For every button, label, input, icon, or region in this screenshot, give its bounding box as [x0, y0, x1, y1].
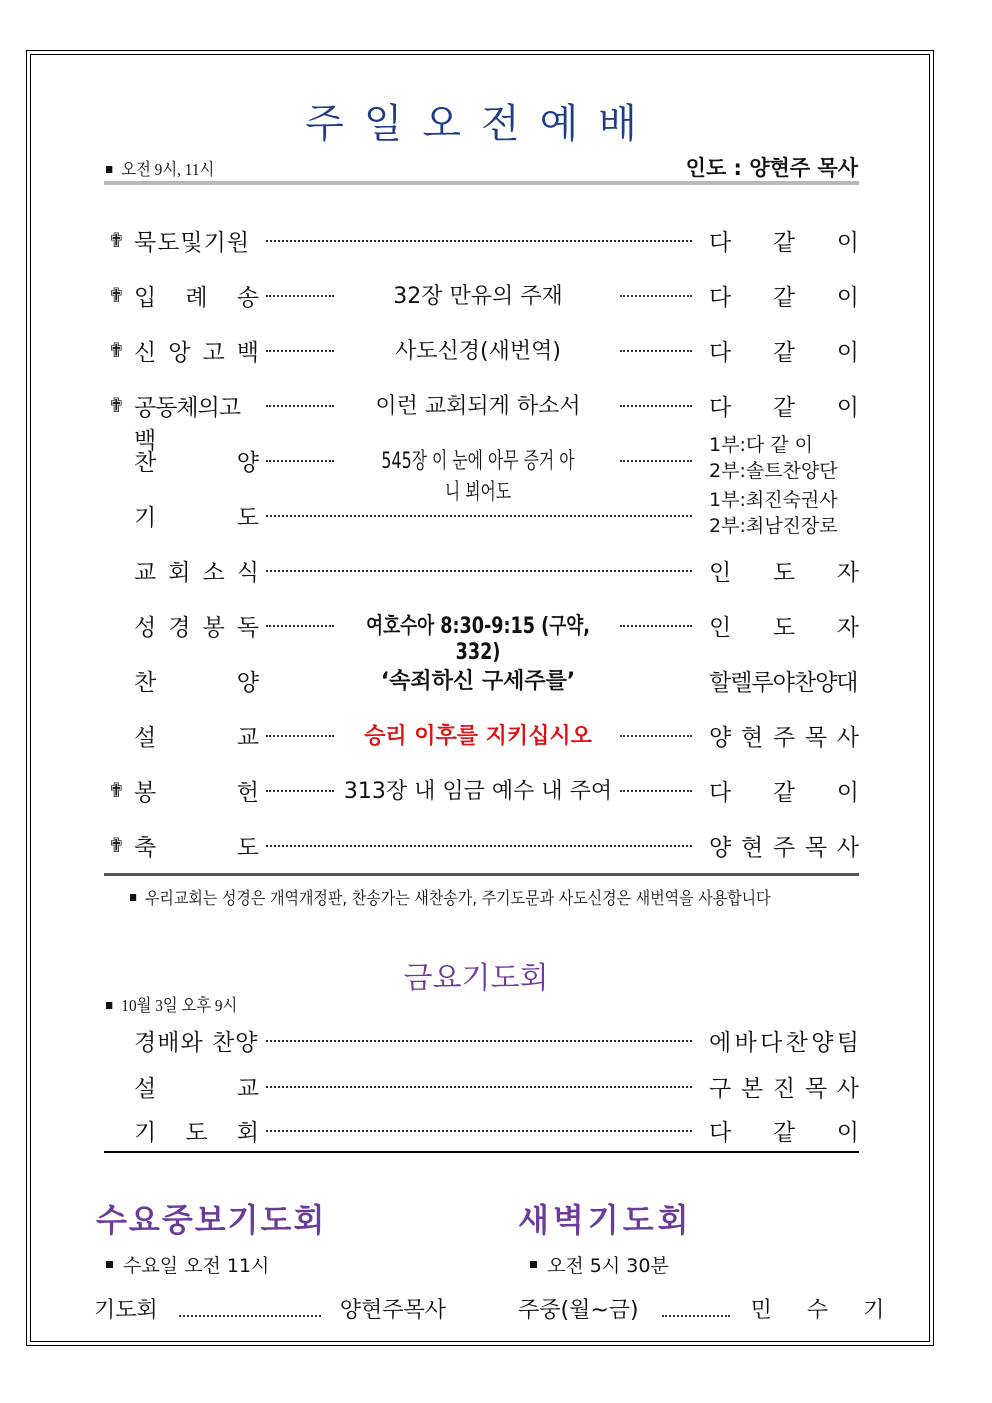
order-label: 기 도 [134, 505, 259, 531]
bullet-icon [530, 1261, 537, 1268]
bullet-icon [130, 894, 136, 901]
wednesday-prayer-title: 수요중보기도회 [96, 1201, 327, 1239]
order-label: 기 도 회 [134, 1120, 259, 1146]
cross-icon: ✟ [108, 778, 125, 802]
bullet-icon [106, 1002, 112, 1009]
order-item [106, 277, 861, 317]
leader-dots [620, 776, 692, 792]
leader-dots [266, 721, 334, 737]
leader-dots [266, 226, 692, 242]
friday-prayer-date: 10월 3일 오후 9시 [106, 991, 237, 1016]
order-performer: 다 같 이 [709, 780, 859, 806]
order-label: 봉 헌 [134, 780, 259, 806]
leader-dots [266, 501, 692, 517]
order-performer: 다 같 이 [709, 1120, 859, 1146]
choir-anthem: ‘속죄하신 구세주를’ [380, 669, 576, 694]
leader-dots [266, 1116, 692, 1132]
bullet-icon [106, 166, 112, 173]
leader-dots [266, 556, 692, 572]
order-item [106, 387, 861, 454]
order-performer: 인 도 자 [709, 560, 859, 586]
cross-icon: ✟ [108, 393, 125, 417]
cross-icon: ✟ [108, 228, 125, 252]
divider [104, 181, 859, 185]
order-content: 545장 이 눈에 아무 증거 아니 뵈어도 [381, 449, 575, 505]
leader-dots [266, 776, 334, 792]
leader-dots [266, 336, 334, 352]
order-performer: 다 같 이 [709, 340, 859, 366]
divider [104, 1151, 859, 1153]
order-label: 교 회 소 식 [134, 560, 259, 586]
leader-dots [266, 1026, 692, 1042]
sunday-service-time: 오전 9시, 11시 [106, 155, 214, 180]
leader-dots [266, 611, 334, 627]
order-label: 입 례 송 [134, 285, 259, 311]
friday-item [106, 1112, 861, 1152]
order-label: 설 교 [134, 1076, 259, 1102]
order-label: 신 앙 고 백 [134, 340, 259, 366]
leader-dots [266, 446, 334, 462]
friday-item [106, 1022, 861, 1062]
order-performer: 양 현 주 목 사 [709, 835, 859, 861]
order-performer: 다 같 이 [709, 230, 859, 256]
order-item [106, 662, 861, 702]
leader-dots [179, 1305, 321, 1317]
order-performer: 양현주목사 [339, 1298, 447, 1323]
order-item [106, 717, 861, 757]
order-item [106, 552, 861, 592]
order-content: 사도신경(새번역) [395, 339, 561, 364]
order-item [106, 772, 861, 812]
leader-dots [620, 391, 692, 407]
leader-dots [266, 391, 334, 407]
friday-item [106, 1068, 861, 1108]
leader-dots [620, 281, 692, 297]
order-performer: 다 같 이 [709, 395, 859, 421]
order-label: 찬 양 [134, 450, 259, 476]
cross-icon: ✟ [108, 283, 125, 307]
order-performer: 인 도 자 [709, 615, 859, 641]
order-label: 축 도 [134, 835, 259, 861]
order-performer: 구 본 진 목 사 [709, 1076, 859, 1102]
order-label: 성 경 봉 독 [134, 615, 259, 641]
divider [104, 873, 859, 876]
dawn-prayer-row [518, 1293, 898, 1324]
leader-dots [266, 1072, 692, 1088]
order-performer: 할렐루야찬양대 [709, 670, 858, 696]
order-content: 313장 내 임금 예수 내 주여 [343, 779, 613, 804]
cross-icon: ✟ [108, 338, 125, 362]
cross-icon: ✟ [108, 833, 125, 857]
sermon-title: 승리 이후를 지키십시오 [364, 724, 592, 749]
order-performer: 에 바 다 찬 양 팀 [709, 1030, 859, 1056]
leader-dots [266, 281, 334, 297]
order-content: 이런 교회되게 하소서 [375, 394, 581, 419]
leader-dots [662, 1305, 730, 1317]
order-label: 공동체의고백 [134, 395, 241, 454]
order-item [106, 332, 861, 372]
order-performer: 다 같 이 [709, 285, 859, 311]
wednesday-prayer-row [94, 1293, 446, 1324]
leader-dots [620, 336, 692, 352]
bullet-icon [106, 1261, 113, 1268]
sunday-service-title: 주일오전예배 [305, 101, 657, 147]
order-label: 설 교 [134, 725, 259, 751]
dawn-prayer-time: 오전 5시 30분 [530, 1251, 669, 1278]
order-item [106, 827, 861, 867]
leader-dots [620, 446, 692, 462]
leader-dots [266, 831, 692, 847]
friday-prayer-title: 금요기도회 [403, 961, 549, 996]
order-performer: 양 현 주 목 사 [709, 725, 859, 751]
order-performer: 민 수 기 [750, 1298, 899, 1323]
order-item [106, 607, 861, 665]
order-label: 찬 양 [134, 670, 259, 696]
scripture-reading: 여호수아 8:30-9:15 (구약, 332) [366, 614, 590, 665]
order-item [106, 434, 861, 505]
order-performer: 1부:최진숙권사 2부:최남진장로 [709, 489, 838, 537]
wednesday-prayer-time: 수요일 오전 11시 [106, 1251, 269, 1278]
order-content: 32장 만유의 주재 [393, 284, 563, 309]
order-item [106, 222, 861, 262]
order-label: 기도회 [94, 1298, 158, 1323]
order-label: 경배와 찬양 [134, 1030, 259, 1056]
order-label: 묵도및기원 [134, 230, 251, 256]
leader-dots [620, 721, 692, 737]
sunday-service-leader: 인도 : 양현주 목사 [685, 156, 858, 180]
order-performer: 1부:다 같 이 2부:솔트찬양단 [709, 434, 838, 482]
order-item [106, 489, 861, 537]
usage-note: 우리교회는 성경은 개역개정판, 찬송가는 새찬송가, 주기도문과 사도신경은 새번역을 사용합니다 [130, 884, 771, 909]
order-label: 주중(월~금) [518, 1298, 639, 1323]
leader-dots [620, 611, 692, 627]
dawn-prayer-title: 새벽기도회 [518, 1201, 693, 1239]
